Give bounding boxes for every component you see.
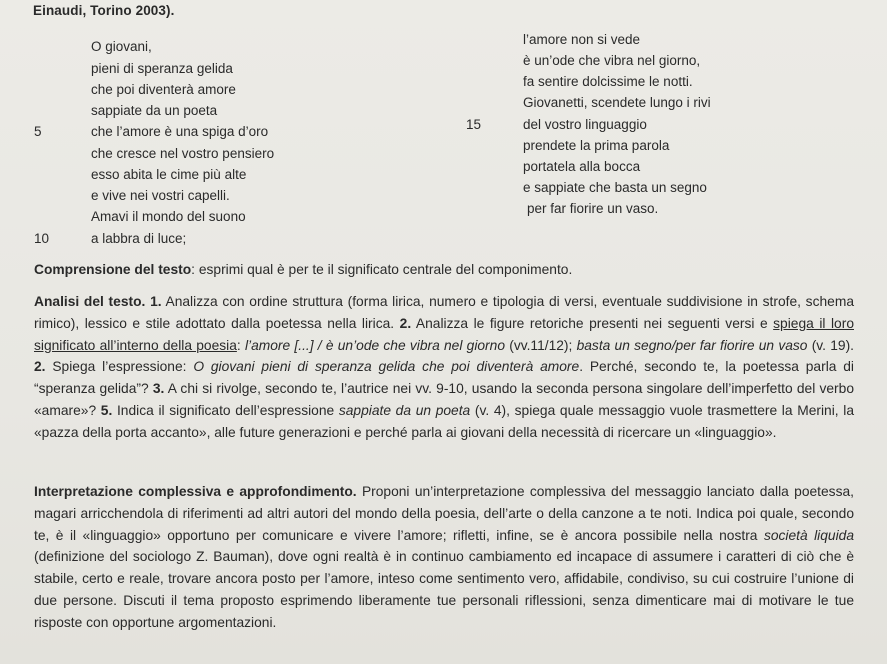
analisi-section [34, 291, 854, 444]
poem-right-line-8: e sappiate che basta un segno [523, 180, 707, 195]
comprensione-text: : esprimi qual è per te il significato centrale del componimento. [191, 262, 573, 277]
poem-left-line-3: che poi diventerà amore [91, 82, 236, 97]
analisi-text-2a: Analizza le figure retoriche presenti nei seguenti versi e [411, 315, 774, 331]
analisi-text-1: Analizza con ordine struttura (forma lirica, numero e tipologia di versi, eventuale suddivisione in strofe, schema rimico), lessico e stile adottato dalla poetessa nella lirica. [34, 294, 854, 331]
poem-right-line-4: Giovanetti, scendete lungo i rivi [523, 95, 711, 110]
analisi-quote-1: l’amore [...] / è un’ode che vibra nel giorno [244, 337, 505, 353]
poem-right-line-6: prendete la prima parola [523, 138, 670, 153]
analisi-num-2: 2. [399, 315, 412, 331]
analisi-num-2b: 2. [34, 359, 46, 375]
poem-left-line-4: sappiate da un poeta [91, 103, 218, 118]
analisi-quote-3: O giovani pieni di speranza gelida che poi diventerà amore [193, 359, 580, 375]
analisi-text-5a: Indica il significato dell’espressione [112, 402, 339, 418]
analisi-text-2b: : [236, 337, 245, 353]
poem-left-line-7: esso abita le cime più alte [91, 167, 247, 182]
interpretazione-text-2: (definizione del sociologo Z. Bauman), dove ogni realtà è in continuo cambiamento ed incapace di assumere i caratteri di ciò che è stabile, certo e reale, trovare ancora posto per l’amore, inteso come sentimento vero, affidabile, condiviso, su cui costruire l’unione di due persone. Discuti il tema proposto esprimendo liberamente tue personali riflessioni, senza dimenticare mai di motivare le tue risposte con opportune argomentazioni. [34, 549, 854, 630]
poem-right-line-1: l’amore non si vede [523, 32, 641, 47]
poem-right-line-3: fa sentire dolcissime le notti. [523, 74, 693, 89]
analisi-text-4: A chi si rivolge, secondo te, l’autrice nei vv. 9-10, usando la seconda persona singolare dell’imperfetto del verbo «amare»? [34, 381, 854, 418]
interpretazione-quote-1: società liquida [763, 527, 855, 543]
poem-left-line-1: O giovani, [91, 39, 152, 54]
analisi-num-3: 3. [152, 381, 165, 397]
analisi-underlined-instruction: spiega il loro significato all’interno della poesia [34, 315, 854, 353]
poem-left-line-10: a labbra di luce; [91, 231, 187, 246]
line-number-15: 15 [466, 117, 482, 132]
interpretazione-section [34, 481, 854, 634]
source-citation: Einaudi, Torino 2003). [33, 3, 175, 18]
analisi-text-2c: (vv.11/12); [505, 337, 577, 353]
poem-left-line-5: che l’amore è una spiga d’oro [91, 124, 269, 139]
comprensione-section [34, 260, 572, 280]
poem-left-line-8: e vive nei vostri capelli. [91, 188, 230, 203]
poem-left-line-2: pieni di speranza gelida [91, 61, 233, 76]
poem-right-line-5: del vostro linguaggio [523, 117, 647, 132]
analisi-num-5: 5. [100, 402, 113, 418]
analisi-quote-2: basta un segno/per far fiorire un vaso [576, 337, 808, 353]
poem-left-line-6: che cresce nel vostro pensiero [91, 146, 275, 161]
interpretazione-label: Interpretazione complessiva e approfondimento. [34, 484, 357, 499]
comprensione-label: Comprensione del testo [34, 262, 192, 277]
analisi-text-5b: (v. 4), spiega quale messaggio vuole trasmettere la Merini, la «pazza della porta accanto», alle future generazioni e perché parla ai giovani della necessità di ricercare un «linguaggio». [34, 402, 854, 440]
line-number-10: 10 [34, 231, 50, 246]
analisi-text-3b: . Perché, secondo te, la poetessa parla di “speranza gelida”? [34, 359, 854, 397]
poem-right-line-9: per far fiorire un vaso. [527, 201, 659, 216]
line-number-5: 5 [34, 124, 42, 139]
analisi-num-1: 1. [150, 294, 162, 309]
poem-right-line-2: è un’ode che vibra nel giorno, [523, 53, 701, 68]
poem-right-line-7: portatela alla bocca [523, 159, 641, 174]
analisi-text-2d: (v. 19). [807, 337, 855, 353]
interpretazione-text-1: Proponi un’interpretazione complessiva del messaggio lanciato dalla poetessa, magari arricchendola di riferimenti ad altri autori del mondo della poesia, dell’arte o della canzone a te noti. Indica poi quale, secondo te, è il «linguaggio» opportuno per comunicare e vivere l’amore; rifletti, infine, se è ancora possibile nella nostra [34, 484, 854, 543]
analisi-quote-4: sappiate da un poeta [338, 402, 471, 418]
analisi-label: Analisi del testo. [34, 294, 146, 309]
poem-left-line-9: Amavi il mondo del suono [91, 209, 246, 224]
analisi-text-3a: Spiega l’espressione: [45, 359, 194, 375]
